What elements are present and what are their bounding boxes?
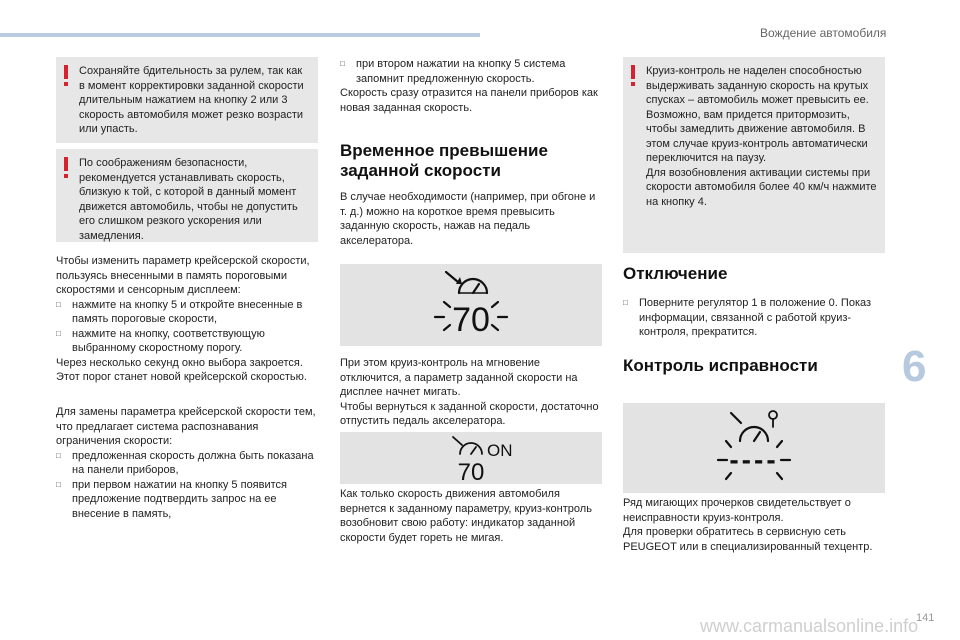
col2-top-text: [340, 57, 602, 115]
section-title: Вождение автомобиля: [760, 26, 887, 40]
page-number: 141: [916, 612, 935, 624]
cruise-control-icon: [731, 411, 777, 441]
paragraph-text: Ряд мигающих прочерков свидетельствует о неисправности круиз-контроля. Для проверки обратитесь в сервисную сеть PEUGEOT или в специализированный техцентр.: [623, 497, 873, 553]
fault-dashes: ----: [729, 444, 779, 475]
set-speed-value: 70: [457, 459, 485, 484]
heading-temporary-overspeed: Временное превышение заданной скорости: [340, 141, 548, 180]
paragraph: [623, 496, 885, 554]
paragraph-text: При этом круиз-контроль на мгновение отключится, а параметр заданной скорости на дисплее начнет мигать.: [340, 357, 578, 398]
list-item: □ нажмите на кнопку 5 и откройте внесенные в память пороговые скорости,: [56, 298, 318, 327]
warning-text: Круиз-контроль не наделен способностью выдерживать заданную скорость на крутых спусках – автомобиль может превысить ее. Возможно, вам придется притормозить, чтобы замедлить движение автомобиля. В этом случае круиз-контроль автоматически переключится на паузу. Для возобновления активации системы при скорости автомобиля более 40 км/ч нажмите на кнопку 4.: [646, 65, 877, 208]
paragraph: Скорость сразу отразится на панели приборов как новая заданная скорость.: [340, 87, 598, 114]
warning-box-3: [623, 57, 885, 253]
paragraph: [340, 487, 602, 545]
list-item: □ при втором нажатии на кнопку 5 система запомнит предложенную скорость.: [340, 57, 602, 86]
speed-limit-instructions: [56, 405, 318, 521]
chapter-number: 6: [902, 342, 927, 391]
warning-text: По соображениям безопасности, рекомендуется устанавливать скорость, близкую к той, с которой в данный момент движется автомобиль, чтобы не допустить его слишком резкого ускорения или замедления.: [79, 157, 298, 242]
cruise-control-icon: [453, 437, 482, 454]
warning-icon: [64, 65, 68, 79]
paragraph: Для замены параметра крейсерской скорости тем, что предлагает система распознавания ограничения скорости:: [56, 406, 316, 447]
heading-fault-check: Контроль исправности: [623, 356, 818, 375]
dashboard-display-fault: [623, 403, 885, 493]
warning-box-1: [56, 57, 318, 143]
cruise-status-label: ON: [487, 441, 513, 460]
paragraph-text: В случае необходимости (например, при обгоне и т. д.) можно на короткое время превысить заданную скорость, нажав на педаль акселератора.: [340, 191, 596, 247]
speed-threshold-instructions: [56, 254, 318, 385]
deactivation-text: [623, 296, 885, 340]
warning-icon: [64, 157, 68, 171]
heading-deactivation: Отключение: [623, 264, 728, 283]
list-item: □ нажмите на кнопку, соответствующую выбранному скоростному порогу.: [56, 327, 318, 356]
cruise-control-icon: [446, 272, 487, 293]
warning-box-2: [56, 149, 318, 242]
header-bar: [0, 33, 480, 37]
paragraph: [340, 356, 602, 429]
paragraph: [340, 190, 602, 248]
set-speed-value: 70: [452, 301, 490, 339]
dashboard-display-on: [340, 432, 602, 484]
list-item: □ Поверните регулятор 1 в положение 0. Показ информации, связанной с работой круиз-контроля, прекратится.: [623, 296, 885, 340]
list-item: □ предложенная скорость должна быть показана на панели приборов,: [56, 449, 318, 478]
paragraph: Через несколько секунд окно выбора закроется. Этот порог станет новой крейсерской скоростью.: [56, 356, 307, 383]
paragraph: Чтобы изменить параметр крейсерской скорости, пользуясь внесенными в память пороговыми скоростями и сенсорным дисплеем:: [56, 255, 310, 296]
list-item: □ при первом нажатии на кнопку 5 появится предложение подтвердить запрос на ее внесение в память,: [56, 478, 318, 522]
warning-text: Сохраняйте бдительность за рулем, так как в момент корректировки заданной скорости длительным нажатием на кнопку 2 или 3 скорость автомобиля может резко возрасти или упасть.: [79, 65, 304, 135]
paragraph-text: Как только скорость движения автомобиля вернется к заданному параметру, круиз-контроль возобновит свою работу: индикатор заданной скорости будет гореть не мигая.: [340, 488, 592, 544]
warning-icon: [631, 65, 635, 79]
watermark: www.carmanualsonline.info: [700, 616, 919, 636]
paragraph-text: Чтобы вернуться к заданной скорости, достаточно отпустить педаль акселератора.: [340, 400, 599, 427]
dashboard-display-flashing: [340, 264, 602, 346]
